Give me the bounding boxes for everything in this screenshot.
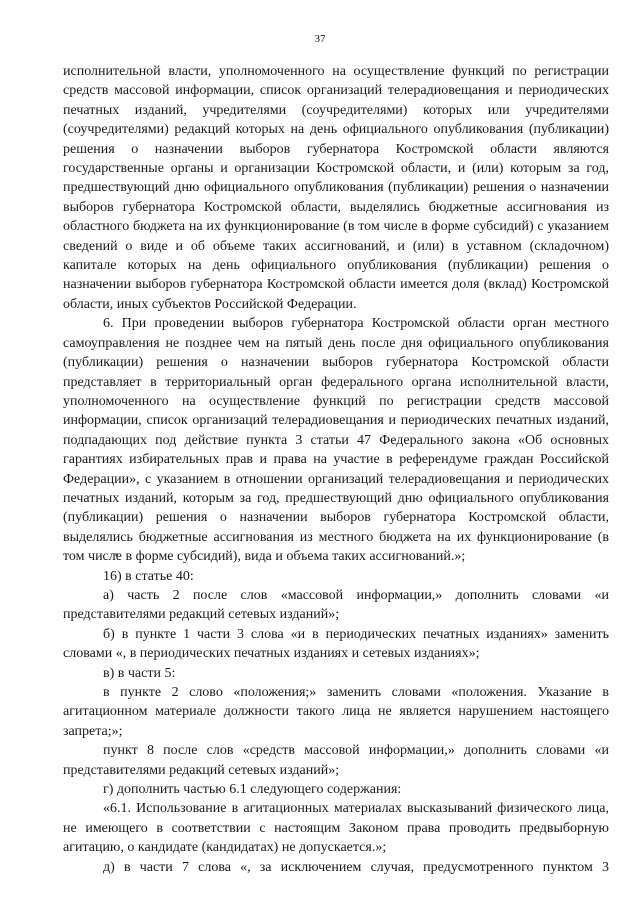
paragraph-p6: в) в части 5:	[103, 665, 176, 681]
paragraph-p9: г) дополнить частью 6.1 следующего содержания:	[103, 782, 402, 798]
paragraph-p8: пункт 8 после слов «средств массовой информации,» дополнить словами «и представителями редакций сетевых изданий»;	[63, 743, 609, 778]
paragraph-p5: б) в пункте 1 части 3 слова «и в периодических печатных изданиях» заменить словами «, в периодических печатных изданиях и сетевых изданиях»;	[63, 626, 609, 662]
paragraph-p10: «6.1. Использование в агитационных материалах высказываний физического лица, не имеющего в соответствии с настоящим Законом права проводить предвыборную агитацию, о кандидате (кандидатах) не допускается.»;	[63, 801, 609, 856]
paragraph-p11: д) в части 7 слова «, за исключением случая, предусмотренного пунктом 3	[103, 859, 609, 875]
paragraph-p2: 6. При проведении выборов губернатора Костромской области орган местного самоуправления не позднее чем на пятый день после дня официального опубликования (публикации) решения о назначении выборов губернатора Костромской области представляет в территориальный орган федерального органа исполнительной власти, уполномоченного на осуществление функций по регистрации средств массовой информации, список организаций телерадиовещания и периодических печатных изданий, подпадающих под действие пункта 3 статьи 47 Федерального закона «Об основных гарантиях избирательных прав и права на участие в референдуме граждан Российской Федерации», с указанием в отношении организаций телерадиовещания и периодических печатных изданий, которым за год, предшествующий дню официального опубликования (публикации) решения о назначении выборов губернатора Костромской области, выделялись бюджетные ассигнования из местного бюджета на их функционирование (в том числе в форме субсидий), вида и объема таких ассигнований.»;	[63, 316, 609, 565]
page-number: 37	[314, 33, 326, 45]
document-body	[63, 62, 609, 877]
paragraph-p4: а) часть 2 после слов «массовой информации,» дополнить словами «и представителями редакций сетевых изданий»;	[63, 587, 609, 623]
paragraph-p3: 16) в статье 40:	[103, 568, 194, 584]
paragraph-p1: исполнительной власти, уполномоченного на осуществление функций по регистрации средств массовой информации, список организаций телерадиовещания и периодических печатных изданий, учредителями (соучредителями) которых или учредителями (соучредителями) редакций которых на день официального опубликования (публикации) решения о назначении выборов губернатора Костромской области являются государственные органы и организации Костромской области, и (или) которым за год, предшествующий дню официального опубликования (публикации) решения о назначении выборов губернатора Костромской области, выделялись бюджетные ассигнования из областного бюджета на их функционирование (в том числе в форме субсидий) с указанием сведений о виде и об объеме таких ассигнований, и (или) в уставном (складочном) капитале которых на день официального опубликования (публикации) решения о назначении выборов губернатора Костромской области имеется доля (вклад) Костромской области, иных субъектов Российской Федерации.	[63, 64, 609, 312]
paragraph-p7: в пункте 2 слово «положения;» заменить словами «положения. Указание в агитационном материале должности такого лица не является нарушением настоящего запрета;»;	[63, 685, 609, 739]
